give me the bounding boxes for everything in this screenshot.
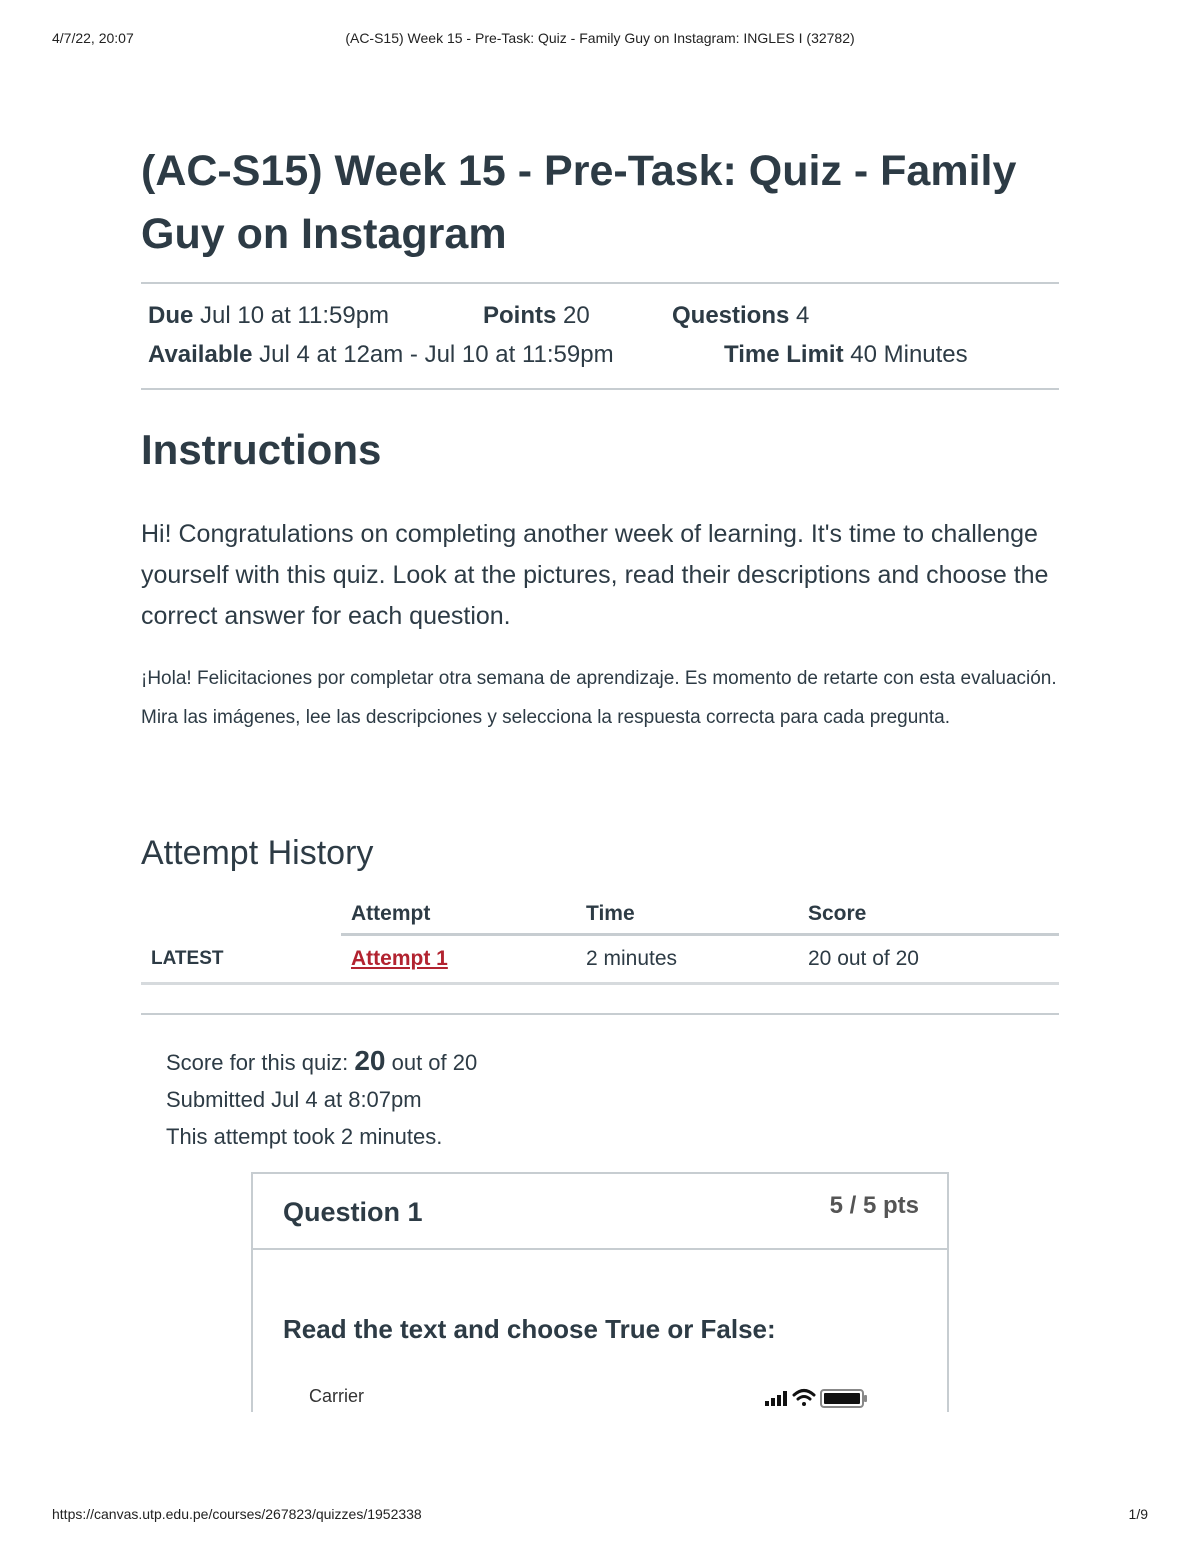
- quiz-content: [141, 140, 1059, 737]
- carrier-label: Carrier: [309, 1386, 365, 1406]
- table-header-row: [141, 895, 1059, 935]
- attempt-duration-text: This attempt took 2 minutes.: [166, 1124, 443, 1149]
- page-title: (AC-S15) Week 15 - Pre-Task: Quiz - Family Guy on Instagram: [141, 147, 1017, 258]
- attempt-cell: [341, 935, 576, 984]
- questions-value: 4: [796, 302, 810, 329]
- attempt-status: LATEST: [141, 935, 341, 984]
- question-title: Question 1: [283, 1197, 423, 1227]
- quiz-details: [141, 284, 1059, 388]
- due-value: Jul 10 at 11:59pm: [200, 302, 390, 329]
- phone-screenshot-status-bar: [309, 1384, 877, 1412]
- wifi-icon: [794, 1391, 814, 1407]
- question-card: [251, 1172, 949, 1412]
- submitted-text: Submitted Jul 4 at 8:07pm: [166, 1087, 422, 1112]
- column-header-attempt: Attempt: [341, 895, 576, 935]
- question-points: 5 / 5 pts: [829, 1192, 919, 1219]
- phone-status-icons: [761, 1384, 877, 1412]
- divider: [141, 388, 1059, 390]
- question-header: [253, 1174, 947, 1250]
- table-row: [141, 935, 1059, 984]
- attempt-history-heading: Attempt History: [141, 834, 374, 872]
- attempt-time: 2 minutes: [576, 935, 798, 984]
- points-label: Points: [483, 302, 557, 329]
- column-header-score: Score: [798, 895, 1059, 935]
- instructions-english: Hi! Congratulations on completing another week of learning. It's time to challenge yourself with this quiz. Look at the pictures, read their descriptions and choose the correct answer for each question.: [141, 520, 1049, 630]
- column-header-time: Time: [576, 895, 798, 935]
- score-prefix: Score for this quiz:: [166, 1050, 349, 1075]
- attempt-score: 20 out of 20: [798, 935, 1059, 984]
- instructions-heading: Instructions: [141, 426, 382, 473]
- questions-detail: [672, 302, 809, 330]
- print-url: https://canvas.utp.edu.pe/courses/267823/quizzes/1952338: [52, 1506, 422, 1522]
- time-limit-label: Time Limit: [724, 341, 844, 368]
- points-value: 20: [563, 302, 590, 329]
- points-detail: [483, 302, 590, 330]
- time-limit-value: 40 Minutes: [850, 341, 968, 368]
- due-detail: [148, 302, 389, 330]
- questions-label: Questions: [672, 302, 790, 329]
- score-suffix: out of 20: [391, 1050, 478, 1075]
- question-prompt: Read the text and choose True or False:: [283, 1314, 776, 1344]
- print-document-title: (AC-S15) Week 15 - Pre-Task: Quiz - Family Guy on Instagram: INGLES I (32782): [345, 30, 855, 46]
- attempt-history-table: [141, 895, 1059, 985]
- page-number: 1/9: [1128, 1506, 1148, 1522]
- battery-icon: [821, 1390, 867, 1407]
- score-summary: [166, 1042, 477, 1155]
- divider: [141, 1013, 1059, 1015]
- available-value: Jul 4 at 12am - Jul 10 at 11:59pm: [259, 341, 614, 368]
- score-line: [166, 1042, 477, 1081]
- signal-icon: [765, 1391, 787, 1406]
- instructions-spanish: ¡Hola! Felicitaciones por completar otra semana de aprendizaje. Es momento de retarte con esta evaluación. Mira las imágenes, lee las descripciones y selecciona la respuesta correcta para cada pregunta.: [141, 668, 1057, 728]
- attempt-link[interactable]: Attempt 1: [351, 947, 448, 970]
- time-limit-detail: [724, 341, 968, 369]
- available-label: Available: [148, 341, 253, 368]
- score-value: 20: [354, 1045, 386, 1076]
- print-date: 4/7/22, 20:07: [52, 30, 134, 46]
- due-label: Due: [148, 302, 194, 329]
- column-header-status: [141, 895, 341, 935]
- available-detail: [148, 341, 614, 369]
